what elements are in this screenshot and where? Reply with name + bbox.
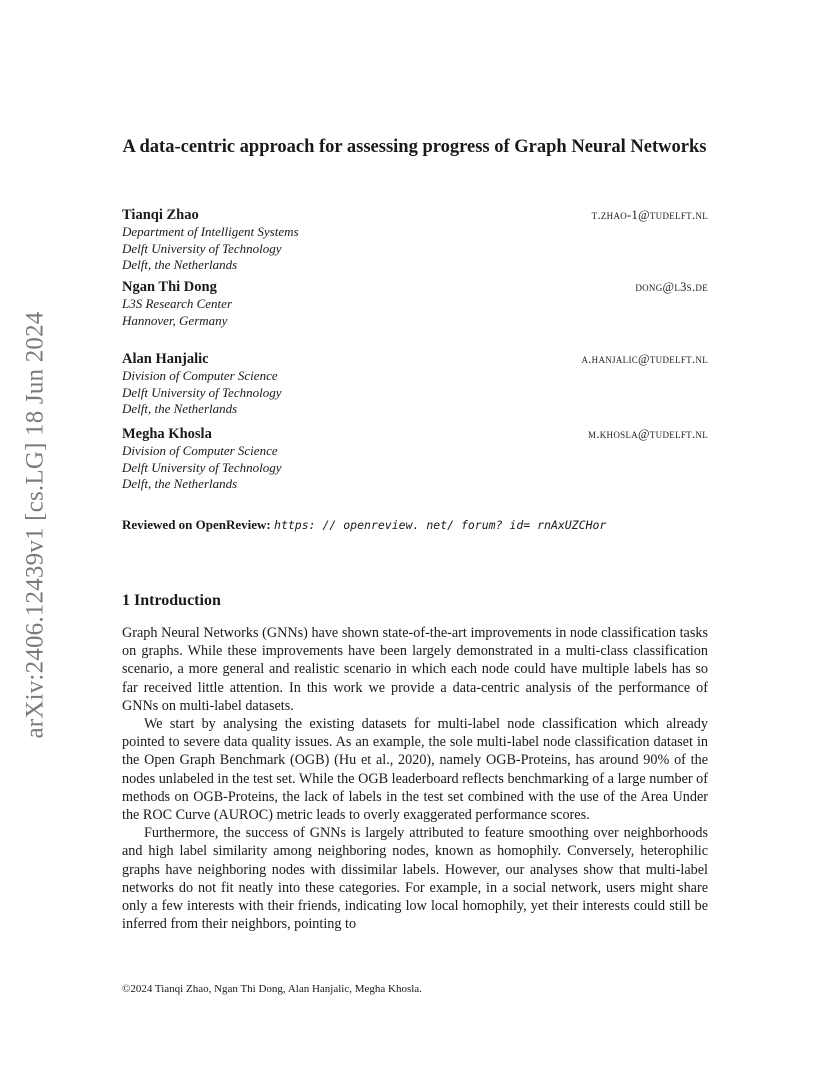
affiliation-line: Delft University of Technology — [122, 384, 282, 400]
author-email[interactable]: dong@l3s.de — [635, 280, 708, 294]
author-name: Alan Hanjalic — [122, 351, 209, 367]
arxiv-identifier-stamp — [20, 290, 50, 760]
affiliation-line: Delft University of Technology — [122, 240, 282, 256]
author-block — [122, 279, 708, 329]
author-name: Ngan Thi Dong — [122, 279, 217, 295]
affiliation-line: Division of Computer Science — [122, 368, 278, 383]
author-name: Tianqi Zhao — [122, 207, 199, 223]
affiliation-line: Delft University of Technology — [122, 459, 282, 475]
affiliation-line: Delft, the Netherlands — [122, 401, 238, 416]
author-name: Megha Khosla — [122, 426, 212, 442]
arxiv-stamp-text: arXiv:2406.12439v1 [cs.LG] 18 Jun 2024 — [21, 311, 48, 739]
author-email[interactable]: t.zhao-1@tudelft.nl — [591, 208, 708, 222]
introduction-body — [122, 624, 708, 933]
author-email[interactable]: a.hanjalic@tudelft.nl — [581, 352, 708, 366]
review-note — [122, 517, 708, 533]
author-email[interactable]: m.khosla@tudelft.nl — [588, 427, 708, 441]
section-heading: 1 Introduction — [122, 592, 221, 609]
affiliation-line: Delft, the Netherlands — [122, 476, 238, 491]
openreview-link[interactable]: https: // openreview. net/ forum? id= rnAxUZCHor — [274, 518, 607, 532]
affiliation-line: Department of Intelligent Systems — [122, 224, 299, 239]
copyright-footer: ©2024 Tianqi Zhao, Ngan Thi Dong, Alan Hanjalic, Megha Khosla. — [122, 983, 422, 995]
paragraph: We start by analysing the existing datasets for multi-label node classification which already pointed to severe data quality issues. As an example, the sole multi-label node classification dataset in the Open Graph Benchmark (OGB) (Hu et al., 2020), namely OGB-Proteins, has around 90% of the nodes unlabeled in the test set. While the OGB leaderboard reflects benchmarking of a large number of methods on OGB-Proteins, the lack of labels in the test set combined with the use of the Area Under the ROC Curve (AUROC) metric leads to overly exaggerated performance scores. — [122, 716, 708, 824]
affiliation-line: Hannover, Germany — [122, 312, 228, 328]
affiliation-line: Delft, the Netherlands — [122, 257, 238, 272]
author-block — [122, 351, 708, 418]
paragraph: Furthermore, the success of GNNs is largely attributed to feature smoothing over neighborhoods and high label similarity among neighboring nodes, known as homophily. Conversely, heterophilic graphs have neighboring nodes with dissimilar labels. However, our analyses show that multi-label networks do not fit neatly into these categories. For example, in a social network, users might share only a few interests with their friends, indicating low local homophily, yet their interests could still be inferred from their neighbors, pointing to — [122, 825, 708, 933]
affiliation-line: L3S Research Center — [122, 296, 232, 311]
author-block — [122, 207, 708, 274]
author-block — [122, 426, 708, 493]
review-label: Reviewed on OpenReview: — [122, 517, 271, 532]
paper-title: A data-centric approach for assessing progress of Graph Neural Networks — [122, 137, 707, 157]
affiliation-line: Division of Computer Science — [122, 443, 278, 458]
paragraph: Graph Neural Networks (GNNs) have shown state-of-the-art improvements in node classification tasks on graphs. While these improvements have been largely demonstrated in a multi-class classification scenario, a more general and realistic scenario in which each node could have multiple labels has so far received little attention. In this work we provide a data-centric analysis of the performance of GNNs on multi-label datasets. — [122, 625, 708, 714]
